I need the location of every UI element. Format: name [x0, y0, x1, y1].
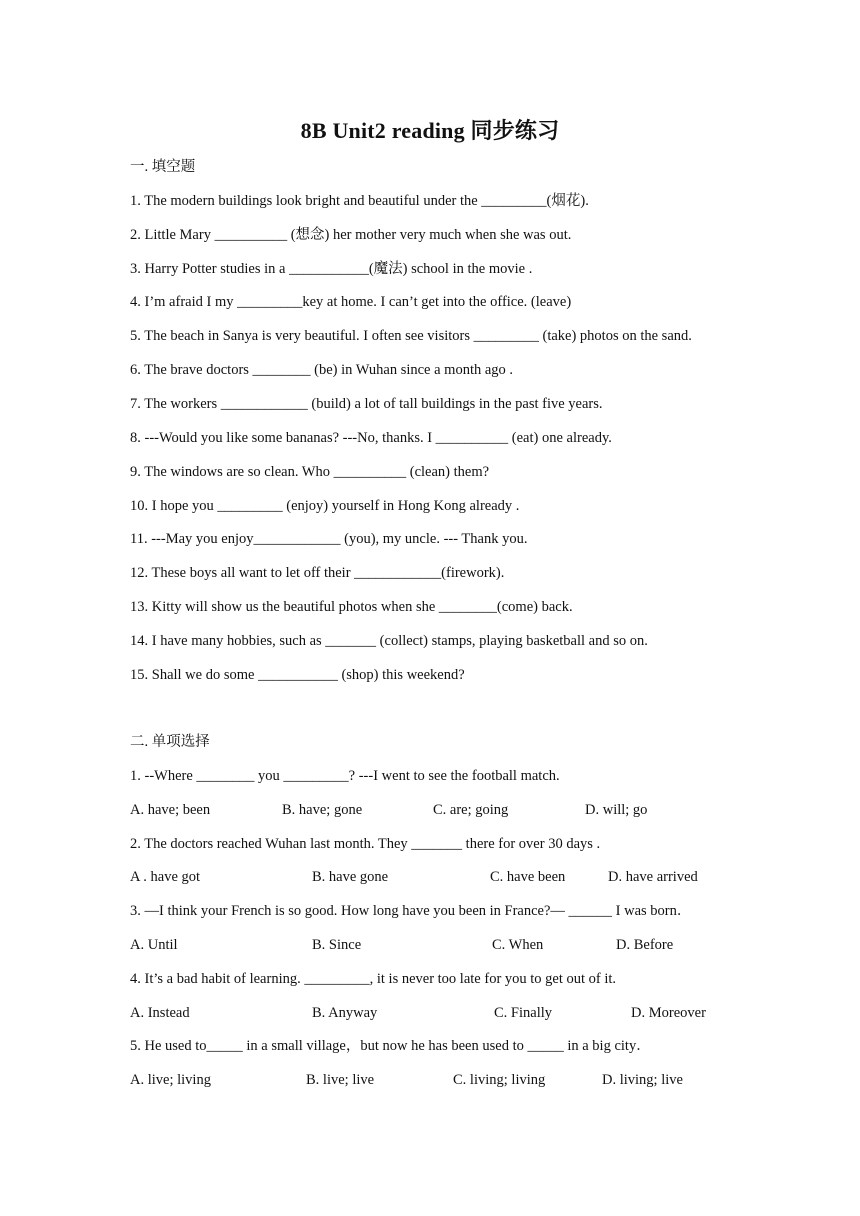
option-c: C. are; going [433, 802, 509, 818]
option-c: C. Finally [494, 1005, 553, 1021]
question-stem: 4. It’s a bad habit of learning. _________, it is never too late for you to get out of it. [130, 971, 617, 987]
fill-in-item: 2. Little Mary __________ (想念) her mother very much when she was out. [130, 227, 572, 243]
question-stem: 1. --Where ________ you _________? ---I went to see the football match. [130, 768, 560, 784]
option-a: A. Until [130, 937, 178, 953]
option-c: C. have been [490, 869, 566, 885]
fill-in-item: 15. Shall we do some ___________ (shop) this weekend? [130, 667, 465, 683]
fill-in-item: 5. The beach in Sanya is very beautiful. I often see visitors _________ (take) photos on the sand. [130, 328, 692, 344]
option-a: A. have; been [130, 802, 211, 818]
fill-in-item: 9. The windows are so clean. Who __________ (clean) them? [130, 464, 490, 480]
option-d: D. Moreover [631, 1005, 706, 1021]
fill-in-item: 4. I’m afraid I my _________key at home. I can’t get into the office. (leave) [130, 294, 572, 310]
fill-in-item: 10. I hope you _________ (enjoy) yourself in Hong Kong already . [130, 498, 520, 514]
option-a: A. live; living [130, 1072, 211, 1088]
option-a: A . have got [130, 869, 201, 885]
option-c: C. When [492, 937, 544, 953]
question-stem: 3. —I think your French is so good. How long have you been in France?— ______ I was born． [130, 903, 692, 919]
fill-in-item: 12. These boys all want to let off their ____________(firework). [130, 565, 505, 581]
question-stem: 5. He used to_____ in a small village，but now he has been used to _____ in a big city． [130, 1038, 651, 1054]
section-heading-multiple-choice: 二. 单项选择 [130, 734, 210, 750]
option-d: D. will; go [585, 802, 648, 818]
option-b: B. have gone [312, 869, 389, 885]
document-title: 8B Unit2 reading 同步练习 [300, 118, 560, 143]
question-stem: 2. The doctors reached Wuhan last month. They _______ there for over 30 days . [130, 836, 601, 852]
option-b: B. have; gone [282, 802, 363, 818]
section-heading-fill-in: 一. 填空题 [130, 159, 196, 175]
option-d: D. living; live [602, 1072, 683, 1088]
fill-in-item: 11. ---May you enjoy____________ (you), my uncle. --- Thank you. [130, 531, 528, 547]
option-b: B. live; live [306, 1072, 375, 1088]
fill-in-item: 14. I have many hobbies, such as _______ (collect) stamps, playing basketball and so on. [130, 633, 648, 649]
fill-in-item: 7. The workers ____________ (build) a lot of tall buildings in the past five years. [130, 396, 603, 412]
option-a: A. Instead [130, 1005, 190, 1021]
option-c: C. living; living [453, 1072, 546, 1088]
fill-in-item: 13. Kitty will show us the beautiful photos when she ________(come) back. [130, 599, 573, 615]
option-b: B. Anyway [312, 1005, 378, 1021]
option-b: B. Since [312, 937, 362, 953]
option-d: D. have arrived [608, 869, 698, 885]
fill-in-item: 3. Harry Potter studies in a ___________(魔法) school in the movie . [130, 261, 533, 277]
fill-in-item: 1. The modern buildings look bright and beautiful under the _________(烟花). [130, 193, 589, 209]
fill-in-item: 6. The brave doctors ________ (be) in Wuhan since a month ago . [130, 362, 514, 378]
option-d: D. Before [616, 937, 674, 953]
fill-in-item: 8. ---Would you like some bananas? ---No, thanks. I __________ (eat) one already. [130, 430, 612, 446]
